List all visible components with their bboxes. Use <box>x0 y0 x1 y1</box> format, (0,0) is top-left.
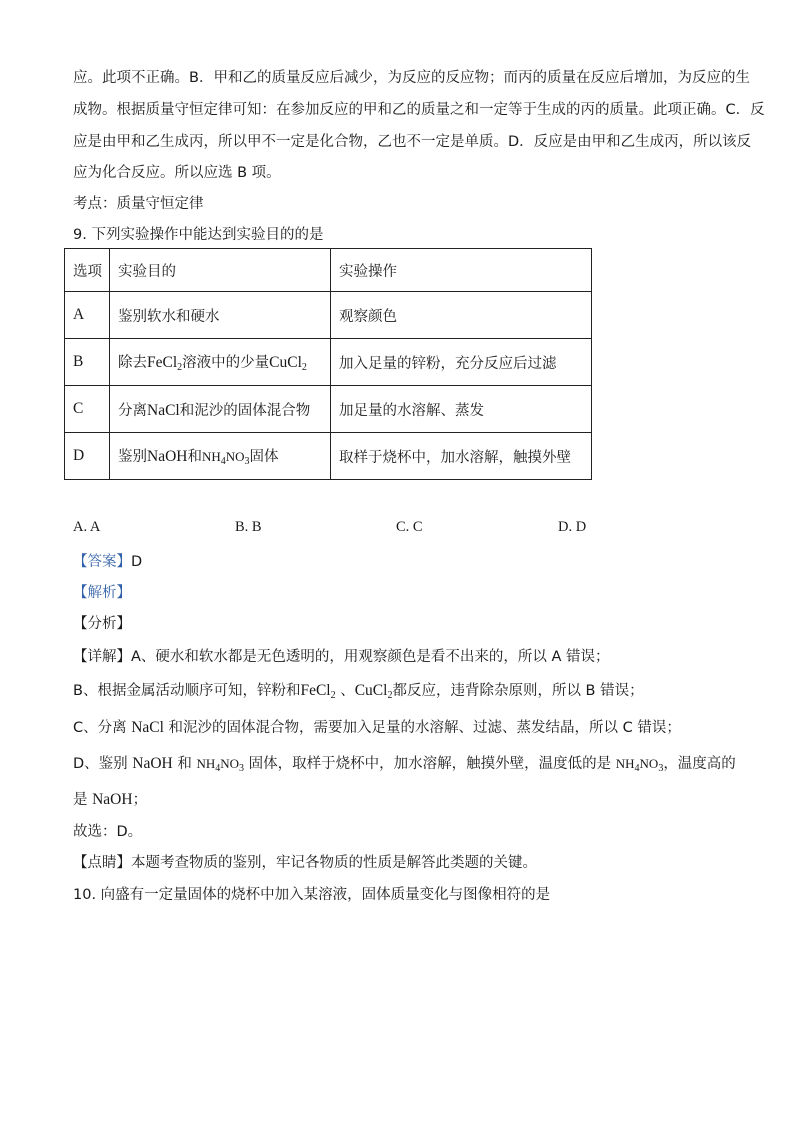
detail-label: 【详解】 <box>73 649 131 665</box>
header-option: 选项 <box>65 249 110 292</box>
table-row <box>65 339 592 386</box>
answer-line <box>73 550 142 571</box>
choose-line: 故选：D。 <box>73 824 143 840</box>
choice-a: A. A <box>73 519 101 535</box>
choice-b: B. B <box>235 519 262 535</box>
row-purpose: 鉴别NaOH和$NH_4NO_3$固体 <box>110 433 331 480</box>
table-row <box>65 433 592 480</box>
kaodian-line: 考点：质量守恒定律 <box>73 196 204 212</box>
answer-value: D <box>131 554 143 570</box>
header-operation: 实验操作 <box>331 249 592 292</box>
detail-b: B、根据金属活动顺序可知，锌粉和FeCl$_2$ 、CuCl$_2$都反应，违背除杂原则，所以 B 错误； <box>73 682 644 701</box>
jiexi-label: 【解析】 <box>73 585 131 601</box>
row-operation: 观察颜色 <box>331 292 592 339</box>
explanation-line-3: 应是由甲和乙生成丙，所以甲不一定是化合物，乙也不一定是单质。D．反应是由甲和乙生成丙，所以该反 <box>73 134 752 150</box>
detail-d-cont: 是 NaOH； <box>73 791 148 808</box>
answer-label: 【答案】 <box>73 554 131 570</box>
dianjing-line: 【点睛】本题考查物质的鉴别，牢记各物质的性质是解答此类题的关键。 <box>73 855 537 871</box>
row-option: C <box>65 386 110 433</box>
detail-d: D、鉴别 NaOH 和 $NH_4NO_3$ 固体，取样于烧杯中，加水溶解，触摸外壁，温度低的是 $NH_4NO_3$，温度高的 <box>73 755 736 774</box>
choice-d: D. D <box>558 519 587 535</box>
row-option: D <box>65 433 110 480</box>
explanation-line-4: 应为化合反应。所以应选 B 项。 <box>73 165 281 181</box>
choice-c: C. C <box>396 519 423 535</box>
q9-stem: 9. 下列实验操作中能达到实验目的的是 <box>73 227 324 243</box>
row-operation: 取样于烧杯中，加水溶解，触摸外壁 <box>331 433 592 480</box>
header-purpose: 实验目的 <box>110 249 331 292</box>
row-purpose: 鉴别软水和硬水 <box>110 292 331 339</box>
row-purpose: 除去FeCl$_2$溶液中的少量CuCl$_2$ <box>110 339 331 386</box>
fenxi-label: 【分析】 <box>73 616 131 632</box>
explanation-line-2: 成物。根据质量守恒定律可知：在参加反应的甲和乙的质量之和一定等于生成的丙的质量。此项正确。C．反 <box>73 102 765 118</box>
detail-a: 【详解】A、硬水和软水都是无色透明的，用观察颜色是看不出来的，所以 A 错误； <box>73 649 610 665</box>
table-row <box>65 386 592 433</box>
row-option: A <box>65 292 110 339</box>
row-operation: 加足量的水溶解、蒸发 <box>331 386 592 433</box>
q9-table <box>64 248 592 480</box>
row-option: B <box>65 339 110 386</box>
dianjing-label: 【点睛】 <box>73 855 131 871</box>
row-purpose: 分离NaCl和泥沙的固体混合物 <box>110 386 331 433</box>
q10-stem: 10. 向盛有一定量固体的烧杯中加入某溶液，固体质量变化与图像相符的是 <box>73 887 551 903</box>
detail-c: C、分离 NaCl 和泥沙的固体混合物，需要加入足量的水溶解、过滤、蒸发结晶，所以 C 错误； <box>73 719 681 736</box>
row-operation: 加入足量的锌粉，充分反应后过滤 <box>331 339 592 386</box>
table-header-row <box>65 249 592 292</box>
table-row <box>65 292 592 339</box>
explanation-line-1: 应。此项不正确。B．甲和乙的质量反应后减少，为反应的反应物；而丙的质量在反应后增加，为反应的生 <box>73 70 750 86</box>
